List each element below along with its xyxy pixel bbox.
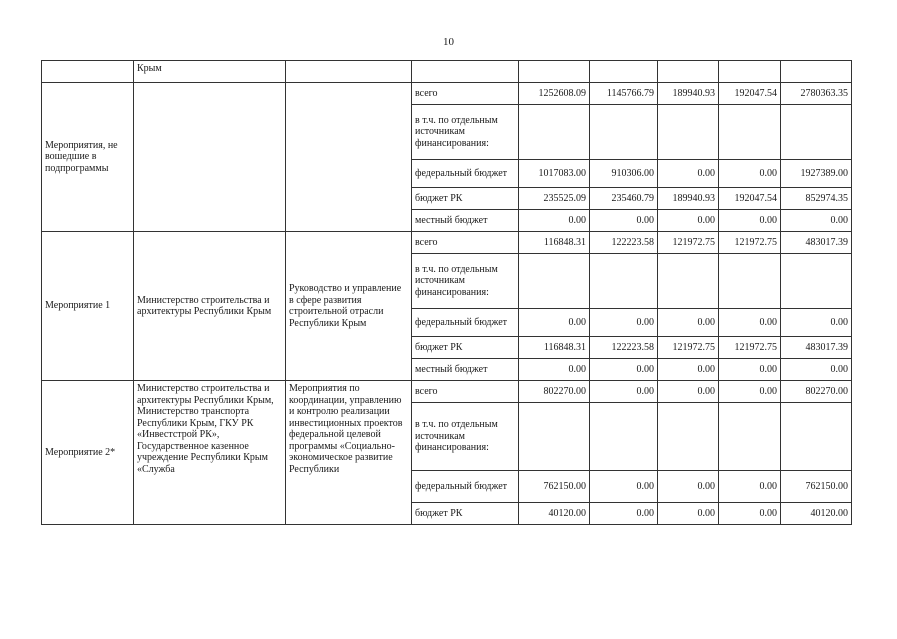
amount-cell: 0.00 <box>590 359 658 381</box>
funding-source-label: всего <box>412 232 519 254</box>
amount-cell: 802270.00 <box>519 381 590 403</box>
header-empty-cell <box>42 61 134 83</box>
amount-cell: 762150.00 <box>781 471 852 503</box>
funding-source-label: бюджет РК <box>412 503 519 525</box>
amount-cell <box>519 403 590 471</box>
page-number: 10 <box>443 36 454 48</box>
amount-cell <box>519 254 590 309</box>
amount-cell: 2780363.35 <box>781 83 852 105</box>
section-content: Мероприятия по координации, управлению и контролю реализации инвестиционных проектов федеральной целевой программы «Социально-экономическое развитие Республики <box>286 381 412 525</box>
amount-cell <box>781 403 852 471</box>
amount-cell: 235460.79 <box>590 188 658 210</box>
header-row <box>42 61 852 83</box>
amount-cell <box>590 254 658 309</box>
amount-cell: 0.00 <box>590 471 658 503</box>
amount-cell: 121972.75 <box>658 232 719 254</box>
amount-cell: 483017.39 <box>781 232 852 254</box>
amount-cell: 189940.93 <box>658 83 719 105</box>
amount-cell: 0.00 <box>658 160 719 188</box>
amount-cell: 189940.93 <box>658 188 719 210</box>
funding-source-label: в т.ч. по отдельным источникам финансирования: <box>412 254 519 309</box>
amount-cell: 122223.58 <box>590 337 658 359</box>
budget-table <box>41 60 852 525</box>
amount-cell <box>781 105 852 160</box>
amount-cell: 0.00 <box>719 210 781 232</box>
funding-source-label: федеральный бюджет <box>412 160 519 188</box>
table-row <box>42 232 852 254</box>
amount-cell <box>658 403 719 471</box>
amount-cell: 802270.00 <box>781 381 852 403</box>
amount-cell: 0.00 <box>519 359 590 381</box>
header-empty-cell <box>658 61 719 83</box>
funding-source-label: всего <box>412 381 519 403</box>
amount-cell: 40120.00 <box>781 503 852 525</box>
funding-source-label: всего <box>412 83 519 105</box>
amount-cell: 0.00 <box>658 503 719 525</box>
header-empty-cell <box>286 61 412 83</box>
amount-cell <box>519 105 590 160</box>
amount-cell: 0.00 <box>519 309 590 337</box>
amount-cell: 121972.75 <box>658 337 719 359</box>
amount-cell: 1145766.79 <box>590 83 658 105</box>
amount-cell: 0.00 <box>719 381 781 403</box>
amount-cell: 0.00 <box>781 359 852 381</box>
amount-cell: 116848.31 <box>519 232 590 254</box>
amount-cell <box>590 105 658 160</box>
amount-cell: 0.00 <box>590 381 658 403</box>
funding-source-label: бюджет РК <box>412 188 519 210</box>
amount-cell: 1252608.09 <box>519 83 590 105</box>
amount-cell: 0.00 <box>590 503 658 525</box>
table-row <box>42 381 852 403</box>
header-executor-cell: Крым <box>134 61 286 83</box>
amount-cell <box>658 254 719 309</box>
amount-cell: 0.00 <box>719 359 781 381</box>
amount-cell: 0.00 <box>590 309 658 337</box>
funding-source-label: федеральный бюджет <box>412 471 519 503</box>
section-executor <box>134 83 286 232</box>
amount-cell: 192047.54 <box>719 188 781 210</box>
amount-cell: 0.00 <box>658 210 719 232</box>
amount-cell <box>658 105 719 160</box>
amount-cell: 121972.75 <box>719 232 781 254</box>
section-content <box>286 83 412 232</box>
funding-source-label: федеральный бюджет <box>412 309 519 337</box>
amount-cell: 0.00 <box>719 503 781 525</box>
amount-cell: 0.00 <box>719 160 781 188</box>
amount-cell: 762150.00 <box>519 471 590 503</box>
amount-cell: 122223.58 <box>590 232 658 254</box>
amount-cell: 0.00 <box>719 309 781 337</box>
section-name: Мероприятие 1 <box>42 232 134 381</box>
header-empty-cell <box>412 61 519 83</box>
amount-cell: 0.00 <box>658 309 719 337</box>
amount-cell <box>719 254 781 309</box>
section-name: Мероприятия, не вошедшие в подпрограммы <box>42 83 134 232</box>
header-empty-cell <box>781 61 852 83</box>
funding-source-label: местный бюджет <box>412 210 519 232</box>
section-name: Мероприятие 2* <box>42 381 134 525</box>
header-empty-cell <box>719 61 781 83</box>
amount-cell: 0.00 <box>719 471 781 503</box>
funding-source-label: бюджет РК <box>412 337 519 359</box>
amount-cell: 0.00 <box>658 359 719 381</box>
table-row <box>42 83 852 105</box>
amount-cell: 1927389.00 <box>781 160 852 188</box>
funding-source-label: местный бюджет <box>412 359 519 381</box>
funding-source-label: в т.ч. по отдельным источникам финансирования: <box>412 403 519 471</box>
amount-cell <box>590 403 658 471</box>
amount-cell: 910306.00 <box>590 160 658 188</box>
header-empty-cell <box>590 61 658 83</box>
amount-cell <box>781 254 852 309</box>
amount-cell: 0.00 <box>781 309 852 337</box>
section-executor: Министерство строительства и архитектуры Республики Крым <box>134 232 286 381</box>
amount-cell: 0.00 <box>658 381 719 403</box>
section-content: Руководство и управление в сфере развития строительной отрасли Республики Крым <box>286 232 412 381</box>
amount-cell: 235525.09 <box>519 188 590 210</box>
amount-cell: 0.00 <box>590 210 658 232</box>
amount-cell: 0.00 <box>519 210 590 232</box>
header-empty-cell <box>519 61 590 83</box>
section-executor: Министерство строительства и архитектуры Республики Крым, Министерство транспорта Республики Крым, ГКУ РК «Инвестстрой РК», Государственное казенное учреждение Республики Крым «Служба <box>134 381 286 525</box>
amount-cell: 0.00 <box>781 210 852 232</box>
amount-cell <box>719 403 781 471</box>
amount-cell: 40120.00 <box>519 503 590 525</box>
funding-source-label: в т.ч. по отдельным источникам финансирования: <box>412 105 519 160</box>
amount-cell: 0.00 <box>658 471 719 503</box>
amount-cell: 192047.54 <box>719 83 781 105</box>
amount-cell: 1017083.00 <box>519 160 590 188</box>
amount-cell: 483017.39 <box>781 337 852 359</box>
amount-cell <box>719 105 781 160</box>
amount-cell: 116848.31 <box>519 337 590 359</box>
amount-cell: 852974.35 <box>781 188 852 210</box>
amount-cell: 121972.75 <box>719 337 781 359</box>
